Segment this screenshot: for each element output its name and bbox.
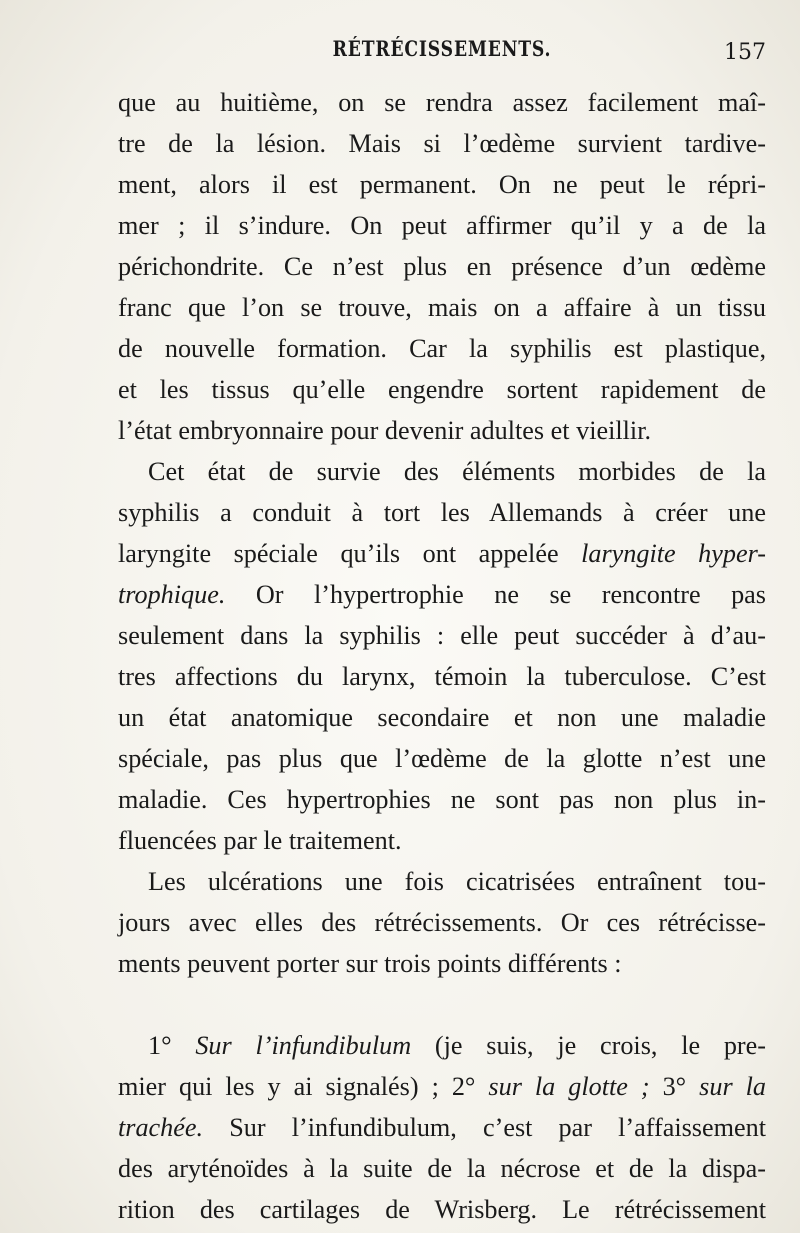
text-line: et les tissus qu’elle engendre sortent rapidement de — [118, 375, 766, 404]
text-line: fluencées par le traitement. — [118, 826, 402, 855]
text-line: jours avec elles des rétrécissements. Or ces rétrécisse- — [118, 908, 766, 937]
text-line: ment, alors il est permanent. On ne peut le répri- — [118, 170, 766, 199]
text-line: rition des cartilages de Wrisberg. Le rétrécissement — [118, 1195, 766, 1224]
blank-space — [118, 984, 766, 1025]
italic-term: sur la — [699, 1072, 766, 1101]
body-text — [118, 82, 766, 1230]
text-fragment: 3° — [649, 1072, 700, 1101]
text-line: un état anatomique secondaire et non une maladie — [118, 703, 766, 732]
paragraph-1 — [118, 82, 766, 451]
text-line: Les ulcérations une fois cicatrisées entraînent tou- — [148, 867, 766, 896]
italic-term: trachée. — [118, 1113, 204, 1142]
text-line: tre de la lésion. Mais si l’œdème survient tardive- — [118, 129, 766, 158]
text-line: maladie. Ces hypertrophies ne sont pas non plus in- — [118, 785, 766, 814]
text-fragment: (je suis, je crois, le pre- — [411, 1031, 767, 1060]
text-line: syphilis a conduit à tort les Allemands à créer une — [118, 498, 766, 527]
running-title: RÉTRÉCISSEMENTS. — [332, 36, 552, 61]
text-line: des aryténoïdes à la suite de la nécrose et de la dispa- — [118, 1154, 766, 1183]
text-line: Cet état de survie des éléments morbides de la — [148, 457, 766, 486]
text-fragment: mier qui les y ai signalés) ; 2° — [118, 1072, 489, 1101]
text-line — [118, 1107, 766, 1148]
text-line: spéciale, pas plus que l’œdème de la glotte n’est une — [118, 744, 766, 773]
paragraph-2 — [118, 451, 766, 861]
text-line: franc que l’on se trouve, mais on a affaire à un tissu — [118, 293, 766, 322]
text-line — [118, 1025, 766, 1066]
text-fragment: 1° — [148, 1031, 196, 1060]
page-header — [118, 36, 766, 68]
text-line — [118, 574, 766, 615]
italic-term: Sur l’infundibulum — [195, 1031, 412, 1060]
page-number: 157 — [724, 40, 766, 65]
text-line: seulement dans la syphilis : elle peut succéder à d’au- — [118, 621, 766, 650]
text-line: tres affections du larynx, témoin la tuberculose. C’est — [118, 662, 766, 691]
text-line — [118, 1066, 766, 1107]
paragraph-3 — [118, 861, 766, 984]
text-line: mer ; il s’indure. On peut affirmer qu’il y a de la — [118, 211, 766, 240]
paragraph-4 — [118, 1025, 766, 1230]
text-fragment: Or l’hypertrophie ne se rencontre pas — [225, 580, 766, 609]
text-line: ments peuvent porter sur trois points différents : — [118, 949, 622, 978]
text-line — [118, 533, 766, 574]
text-fragment: laryngite spéciale qu’ils ont appelée — [118, 539, 582, 568]
text-line: de nouvelle formation. Car la syphilis est plastique, — [118, 334, 766, 363]
italic-term: laryngite hyper- — [581, 539, 766, 568]
italic-term: sur la glotte ; — [488, 1072, 650, 1101]
text-line: l’état embryonnaire pour devenir adultes et vieillir. — [118, 416, 652, 445]
text-line: périchondrite. Ce n’est plus en présence d’un œdème — [118, 252, 766, 281]
text-fragment: Sur l’infundibulum, c’est par l’affaissement — [203, 1113, 766, 1142]
text-line: que au huitième, on se rendra assez facilement maî- — [118, 88, 766, 117]
italic-term: trophique. — [118, 580, 226, 609]
